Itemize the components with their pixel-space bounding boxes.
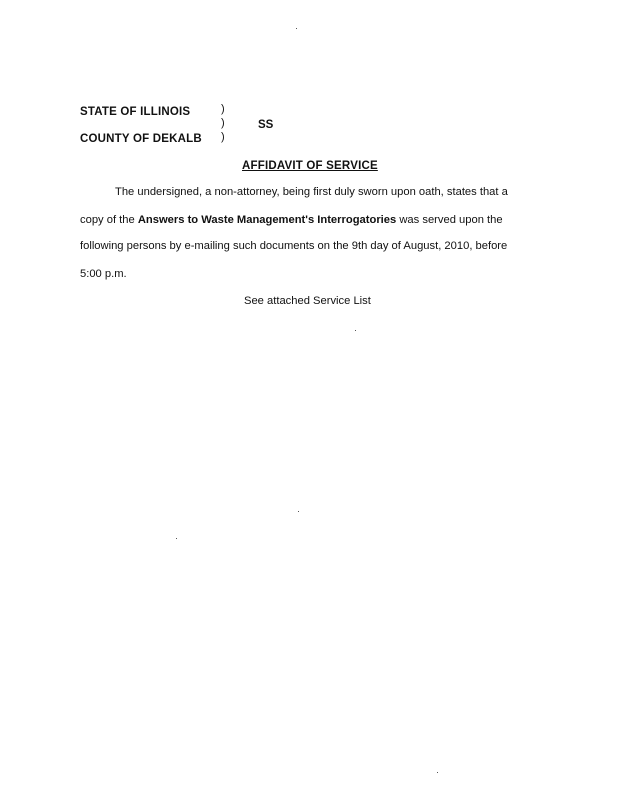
scan-speck <box>176 538 177 539</box>
bracket-top: ) <box>221 103 225 115</box>
state-label: STATE OF ILLINOIS <box>80 106 191 118</box>
scan-speck <box>296 28 297 29</box>
caption-bracket <box>221 104 229 146</box>
document-title: AFFIDAVIT OF SERVICE <box>242 160 378 172</box>
bracket-bottom: ) <box>221 131 225 143</box>
scan-speck <box>437 772 438 773</box>
bracket-middle: ) <box>221 117 225 129</box>
county-label: COUNTY OF DEKALB <box>80 133 202 145</box>
scan-speck <box>355 330 356 331</box>
body-line-2 <box>80 214 503 226</box>
body-line-3: following persons by e-mailing such documents on the 9th day of August, 2010, before <box>80 240 508 252</box>
body-line-2-prefix: copy of the <box>80 214 138 226</box>
body-line-1: The undersigned, a non-attorney, being first duly sworn upon oath, states that a <box>115 186 508 198</box>
document-reference: Answers to Waste Management's Interrogatories <box>137 214 397 226</box>
body-line-4: 5:00 p.m. <box>80 268 127 280</box>
venue-ss: SS <box>258 119 274 131</box>
service-list-note: See attached Service List <box>244 295 371 307</box>
scan-speck <box>298 511 299 512</box>
body-line-2-suffix: was served upon the <box>396 214 503 226</box>
